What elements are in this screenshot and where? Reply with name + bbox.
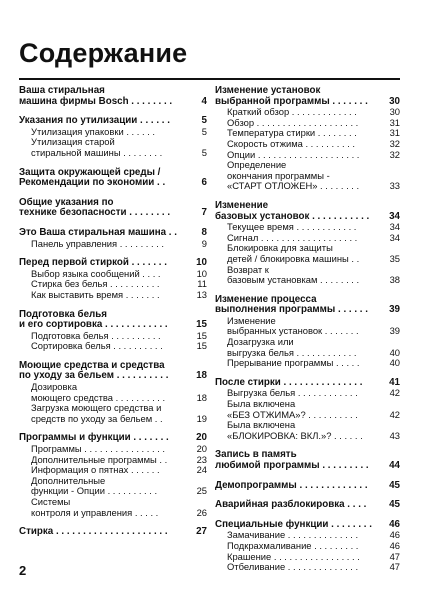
toc-entry-page: 10 — [196, 267, 207, 279]
toc-heading[interactable] — [19, 527, 207, 538]
toc-entry-text: Замачивание . . . . . . . . . . . . . . — [227, 529, 359, 541]
toc-heading[interactable] — [215, 500, 400, 511]
toc-entry-page: 40 — [389, 346, 400, 358]
toc-heading-text: Изменение установок выбранной программы . . . . . . . — [215, 85, 368, 107]
toc-entry-page: 13 — [196, 288, 207, 300]
toc-entry-text: Определение окончания программы - «СТАРТ ОТЛОЖЕН» . . . . . . . . — [227, 159, 360, 192]
toc-entry-page: 11 — [197, 278, 207, 290]
toc-entry[interactable] — [215, 420, 400, 441]
toc-entry[interactable] — [19, 403, 207, 424]
toc-section — [215, 500, 400, 511]
toc-entry-text: Была включена «БЛОКИРОВКА: ВКЛ.»? . . . . . . — [227, 419, 363, 441]
toc-section — [19, 198, 207, 219]
toc-heading-text: Указания по утилизации . . . . . . — [19, 115, 170, 127]
toc-heading-page: 39 — [389, 304, 400, 316]
toc-entry-page: 25 — [196, 485, 207, 497]
toc-entry-text: Стирка без белья . . . . . . . . . . — [31, 278, 160, 290]
toc-entry-page: 46 — [389, 529, 400, 541]
toc-entry-text: Сортировка белья . . . . . . . . . . — [31, 340, 163, 352]
toc-entry[interactable] — [19, 382, 207, 403]
toc-heading-page: 15 — [196, 319, 207, 331]
page-number: 2 — [19, 563, 27, 578]
toc-entry-text: Краткий обзор . . . . . . . . . . . . . — [227, 106, 357, 118]
toc-heading-text: Аварийная разблокировка . . . . — [215, 499, 367, 511]
toc-heading-text: Изменение базовых установок . . . . . . . . . . . — [215, 199, 370, 222]
toc-entry-page: 20 — [196, 443, 207, 455]
toc-entry-page: 31 — [389, 127, 400, 139]
toc-section — [19, 86, 207, 107]
toc-entry-page: 31 — [389, 116, 400, 128]
toc-entry-text: Скорость отжима . . . . . . . . . . — [227, 137, 355, 149]
toc-heading-text: Стирка . . . . . . . . . . . . . . . . . . . . . — [19, 526, 168, 538]
title-divider — [19, 78, 400, 80]
page-title: Содержание — [19, 38, 188, 68]
toc-right-column — [215, 86, 400, 582]
toc-entry-text: Изменение выбранных установок . . . . . . . — [227, 314, 359, 337]
toc-heading-text: Ваша стиральная машина фирмы Bosch . . . . . . . . — [19, 85, 173, 107]
toc-entry-page: 34 — [389, 221, 400, 233]
toc-heading-page: 4 — [201, 95, 207, 107]
toc-heading-text: Защита окружающей среды / Рекомендации по экономии . . — [19, 166, 166, 189]
toc-heading-text: После стирки . . . . . . . . . . . . . . . — [215, 376, 363, 388]
toc-heading-text: Запись в память любимой программы . . . . . . . . . — [215, 449, 369, 471]
toc-section — [19, 310, 207, 352]
toc-entry-page: 47 — [389, 561, 400, 573]
toc-heading-page: 27 — [196, 526, 207, 538]
toc-entry-text: Загрузка моющего средства и средств по уходу за бельем . . — [31, 402, 163, 424]
toc-heading[interactable] — [19, 361, 207, 382]
toc-entry-page: 5 — [201, 146, 207, 158]
toc-heading-page: 5 — [201, 115, 207, 127]
toc-entry-page: 43 — [389, 429, 400, 441]
toc-entry-text: Утилизация старой стиральной машины . . . . . . . . — [31, 136, 163, 158]
toc-heading-page: 6 — [201, 177, 207, 189]
toc-heading-page: 46 — [389, 518, 400, 530]
toc-left-column — [19, 86, 207, 547]
toc-entry-text: Выгрузка белья . . . . . . . . . . . . — [227, 387, 358, 399]
toc-heading[interactable] — [215, 86, 400, 107]
toc-entry-text: Отбеливание . . . . . . . . . . . . . . — [227, 561, 359, 573]
toc-entry[interactable] — [215, 243, 400, 264]
toc-entry-text: Дополнительные программы . . — [31, 453, 168, 465]
toc-entry-page: 40 — [389, 357, 400, 369]
toc-entry-text: Выбор языка сообщений . . . . — [31, 267, 161, 279]
toc-entry-text: Панель управления . . . . . . . . . — [31, 237, 165, 249]
toc-entry-text: Была включена «БЕЗ ОТЖИМА»? . . . . . . . . . . — [227, 398, 358, 420]
toc-section — [215, 378, 400, 442]
toc-heading[interactable] — [215, 481, 400, 492]
toc-heading-text: Подготовка белья и его сортировка . . . . . . . . . . . . — [19, 308, 168, 331]
toc-section — [19, 361, 207, 425]
toc-heading-text: Перед первой стиркой . . . . . . . — [19, 257, 167, 269]
toc-entry[interactable] — [19, 497, 207, 518]
toc-entry-text: Как выставить время . . . . . . . — [31, 288, 160, 300]
toc-entry-text: Дополнительные функции - Опции . . . . . . . . . . — [31, 474, 158, 497]
page-title-block — [19, 36, 399, 70]
toc-entry[interactable] — [215, 139, 400, 150]
toc-entry-page: 38 — [389, 274, 400, 286]
toc-entry-text: Блокировка для защиты детей / блокировка машины . . — [227, 242, 360, 264]
toc-heading-text: Программы и функции . . . . . . . — [19, 432, 169, 444]
toc-entry[interactable] — [215, 399, 400, 420]
toc-heading-page: 20 — [196, 432, 207, 444]
toc-heading-text: Моющие средства и средства по уходу за бельем . . . . . . . . . . — [19, 359, 169, 382]
toc-entry-text: Информация о пятнах . . . . . . — [31, 464, 160, 476]
toc-entry-text: Прерывание программы . . . . . — [227, 357, 360, 369]
toc-entry[interactable] — [215, 160, 400, 192]
toc-entry-text: Возврат к базовым установкам . . . . . . . . — [227, 263, 360, 286]
toc-entry[interactable] — [19, 341, 207, 352]
toc-section — [19, 168, 207, 189]
toc-entry-page: 42 — [389, 387, 400, 399]
toc-entry-page: 26 — [196, 506, 207, 518]
toc-heading[interactable] — [215, 450, 400, 471]
toc-entry-page: 18 — [196, 391, 207, 403]
toc-entry-page: 23 — [196, 453, 207, 465]
toc-entry-page: 9 — [201, 237, 207, 249]
toc-entry-page: 32 — [389, 137, 400, 149]
toc-section — [19, 527, 207, 538]
toc-section — [215, 450, 400, 471]
toc-entry-text: Системы контроля и управления . . . . . — [31, 496, 159, 518]
toc-section — [19, 228, 207, 249]
toc-entry-page: 19 — [196, 412, 207, 424]
toc-entry[interactable] — [19, 476, 207, 497]
toc-section — [19, 433, 207, 518]
toc-entry[interactable] — [215, 541, 400, 552]
toc-entry-page: 32 — [389, 148, 400, 160]
toc-entry-page: 15 — [196, 329, 207, 341]
toc-entry-page: 5 — [201, 125, 207, 137]
toc-heading-text: Изменение процесса выполнения программы . . . . . . — [215, 293, 368, 316]
toc-heading-text: Специальные функции . . . . . . . . — [215, 518, 372, 530]
toc-entry-page: 46 — [389, 539, 400, 551]
toc-entry[interactable] — [19, 239, 207, 250]
toc-section — [215, 86, 400, 192]
toc-heading-page: 10 — [196, 257, 207, 269]
toc-entry-text: Опции . . . . . . . . . . . . . . . . . . . . — [227, 148, 360, 160]
toc-entry-page: 30 — [389, 106, 400, 118]
toc-entry-page: 15 — [196, 340, 207, 352]
toc-entry-text: Подкрахмаливание . . . . . . . . . — [227, 539, 359, 551]
toc-entry-page: 47 — [389, 550, 400, 562]
toc-entry-text: Сигнал . . . . . . . . . . . . . . . . . . . — [227, 231, 358, 243]
toc-entry-text: Температура стирки . . . . . . . . — [227, 127, 357, 139]
toc-heading-page: 45 — [389, 479, 400, 491]
toc-section — [215, 520, 400, 573]
toc-heading-text: Демопрограммы . . . . . . . . . . . . . — [215, 479, 368, 491]
toc-heading[interactable] — [215, 295, 400, 316]
toc-entry[interactable] — [215, 358, 400, 369]
toc-heading-page: 45 — [389, 499, 400, 511]
toc-heading-page: 34 — [389, 210, 400, 222]
toc-entry-page: 39 — [389, 325, 400, 337]
toc-section — [215, 481, 400, 492]
toc-entry-page: 34 — [389, 231, 400, 243]
toc-heading[interactable] — [19, 198, 207, 219]
toc-entry[interactable] — [215, 265, 400, 286]
toc-entry[interactable] — [19, 137, 207, 158]
toc-entry-page: 33 — [389, 180, 400, 192]
toc-entry-page: 42 — [389, 408, 400, 420]
toc-entry[interactable] — [215, 316, 400, 337]
toc-entry-text: Обзор . . . . . . . . . . . . . . . . . . . . — [227, 116, 359, 128]
toc-heading-page: 18 — [196, 370, 207, 382]
toc-heading[interactable] — [19, 168, 207, 189]
toc-heading[interactable] — [215, 201, 400, 222]
toc-heading-page: 30 — [389, 95, 400, 107]
toc-section — [215, 201, 400, 286]
toc-entry[interactable] — [215, 562, 400, 573]
toc-heading[interactable] — [19, 228, 207, 239]
toc-entry-text: Дозировка моющего средства . . . . . . . . . . — [31, 381, 166, 403]
toc-heading-page: 44 — [389, 460, 400, 471]
toc-entry-page: 35 — [389, 252, 400, 264]
toc-entry[interactable] — [215, 337, 400, 358]
toc-heading[interactable] — [19, 310, 207, 331]
toc-entry-text: Дозагрузка или выгрузка белья . . . . . . . . . . . . — [227, 336, 357, 358]
toc-heading-page: 7 — [201, 207, 207, 219]
toc-section — [19, 258, 207, 300]
toc-entry-text: Утилизация упаковки . . . . . . — [31, 125, 155, 137]
toc-entry-text: Программы . . . . . . . . . . . . . . . . — [31, 443, 165, 455]
toc-entry-text: Крашение . . . . . . . . . . . . . . . . . — [227, 550, 360, 562]
toc-heading-text: Общие указания по технике безопасности . . . . . . . . — [19, 196, 171, 219]
toc-section — [215, 295, 400, 369]
toc-entry[interactable] — [19, 290, 207, 301]
toc-entry-page: 24 — [196, 464, 207, 476]
toc-heading-page: 41 — [389, 376, 400, 388]
toc-heading-page: 8 — [201, 226, 207, 238]
toc-entry-text: Текущее время . . . . . . . . . . . . — [227, 221, 357, 233]
toc-heading[interactable] — [19, 86, 207, 107]
toc-entry-text: Подготовка белья . . . . . . . . . . — [31, 329, 161, 341]
toc-heading-text: Это Ваша стиральная машина . . — [19, 226, 177, 238]
toc-section — [19, 116, 207, 158]
